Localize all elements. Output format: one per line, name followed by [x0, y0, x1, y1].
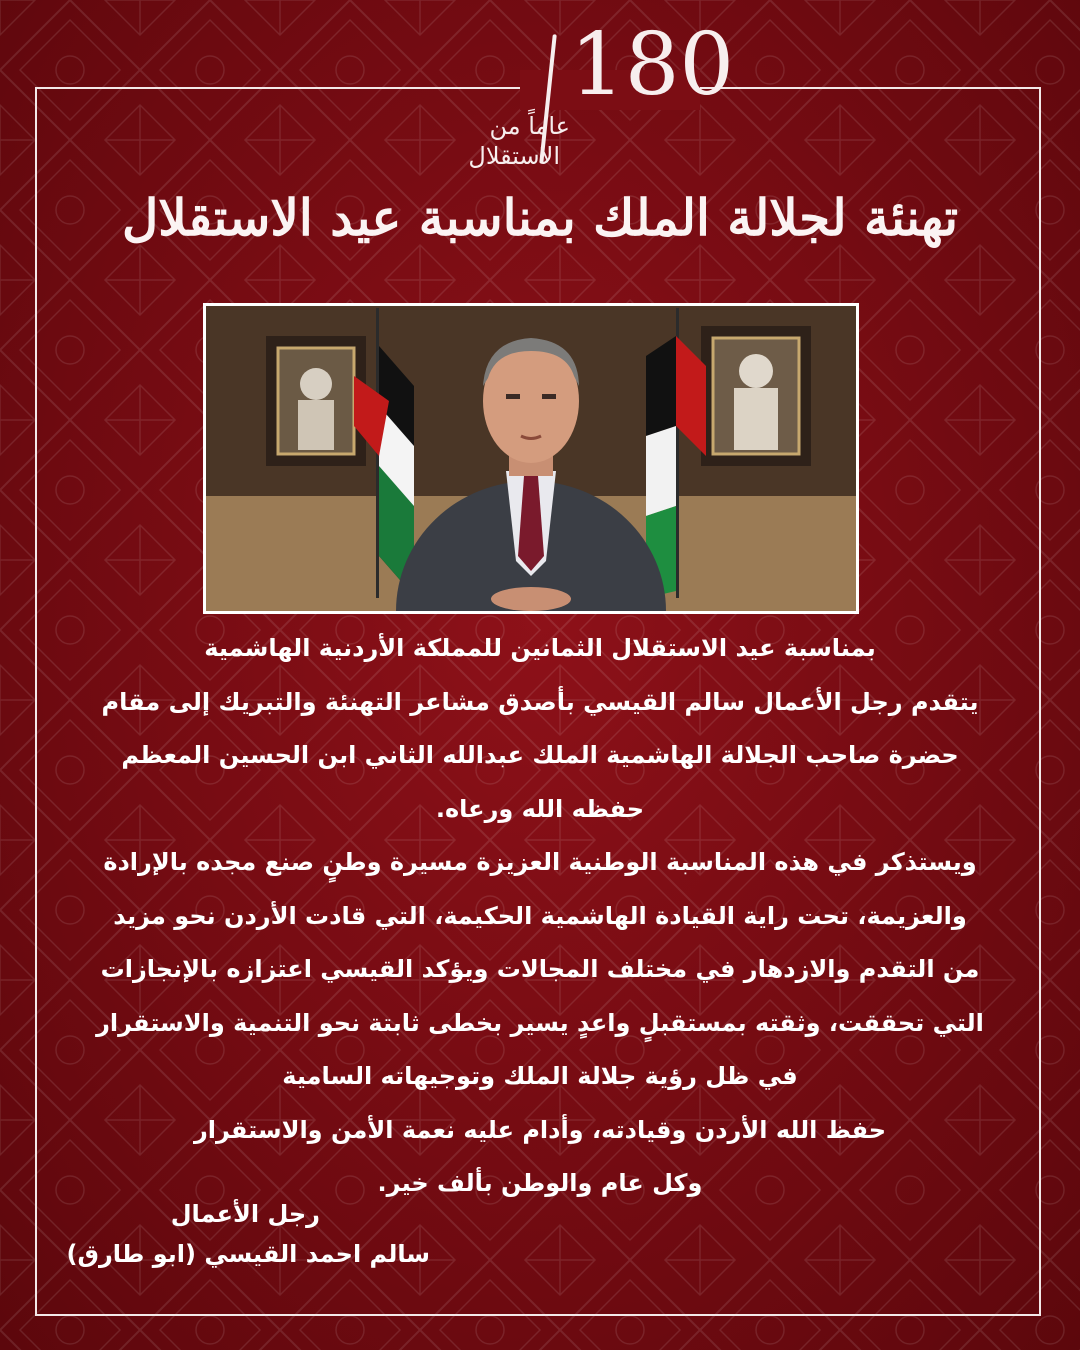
message-line: يتقدم رجل الأعمال سالم القيسي بأصدق مشاعر التهنئة والتبريك إلى مقام [101, 687, 979, 716]
page-title: تهنئة لجلالة الملك بمناسبة عيد الاستقلال [121, 188, 959, 247]
portrait-illustration [206, 306, 856, 611]
message-line: والعزيمة، تحت راية القيادة الهاشمية الحكيمة، التي قادت الأردن نحو مزيد [113, 901, 967, 930]
message-body [60, 622, 1020, 1211]
message-line: حضرة صاحب الجلالة الهاشمية الملك عبدالله الثاني ابن الحسين المعظم [121, 741, 959, 769]
message-line: من التقدم والازدهار في مختلف المجالات ويؤكد القيسي اعتزازه بالإنجازات [100, 955, 980, 983]
emblem-caption-line2: الاستقلال [468, 142, 560, 170]
message-line: التي تحققت، وثقته بمستقبلٍ واعدٍ يسير بخطى ثابتة نحو التنمية والاستقرار [96, 1008, 984, 1037]
message-line: حفظه الله ورعاه. [435, 794, 645, 823]
emblem-number: 180 [570, 15, 735, 115]
message-line: بمناسبة عيد الاستقلال الثمانين للمملكة الأردنية الهاشمية [204, 634, 876, 662]
message-line: وكل عام والوطن بألف خير. [377, 1169, 703, 1197]
message-line: حفظ الله الأردن وقيادته، وأدام عليه نعمة الأمن والاستقرار [193, 1115, 887, 1144]
king-portrait-photo [203, 303, 859, 614]
signature-role: رجل الأعمال [170, 1200, 320, 1228]
anniversary-emblem [370, 15, 735, 172]
message-line: ويستذكر في هذه المناسبة الوطنية العزيزة مسيرة وطنٍ صنع مجده بالإرادة [103, 848, 977, 876]
message-line: في ظل رؤية جلالة الملك وتوجيهاته السامية [282, 1062, 798, 1090]
emblem-caption-line1: عاماً من [489, 112, 570, 140]
signature-name: سالم احمد القيسي (ابو طارق) [66, 1240, 430, 1268]
